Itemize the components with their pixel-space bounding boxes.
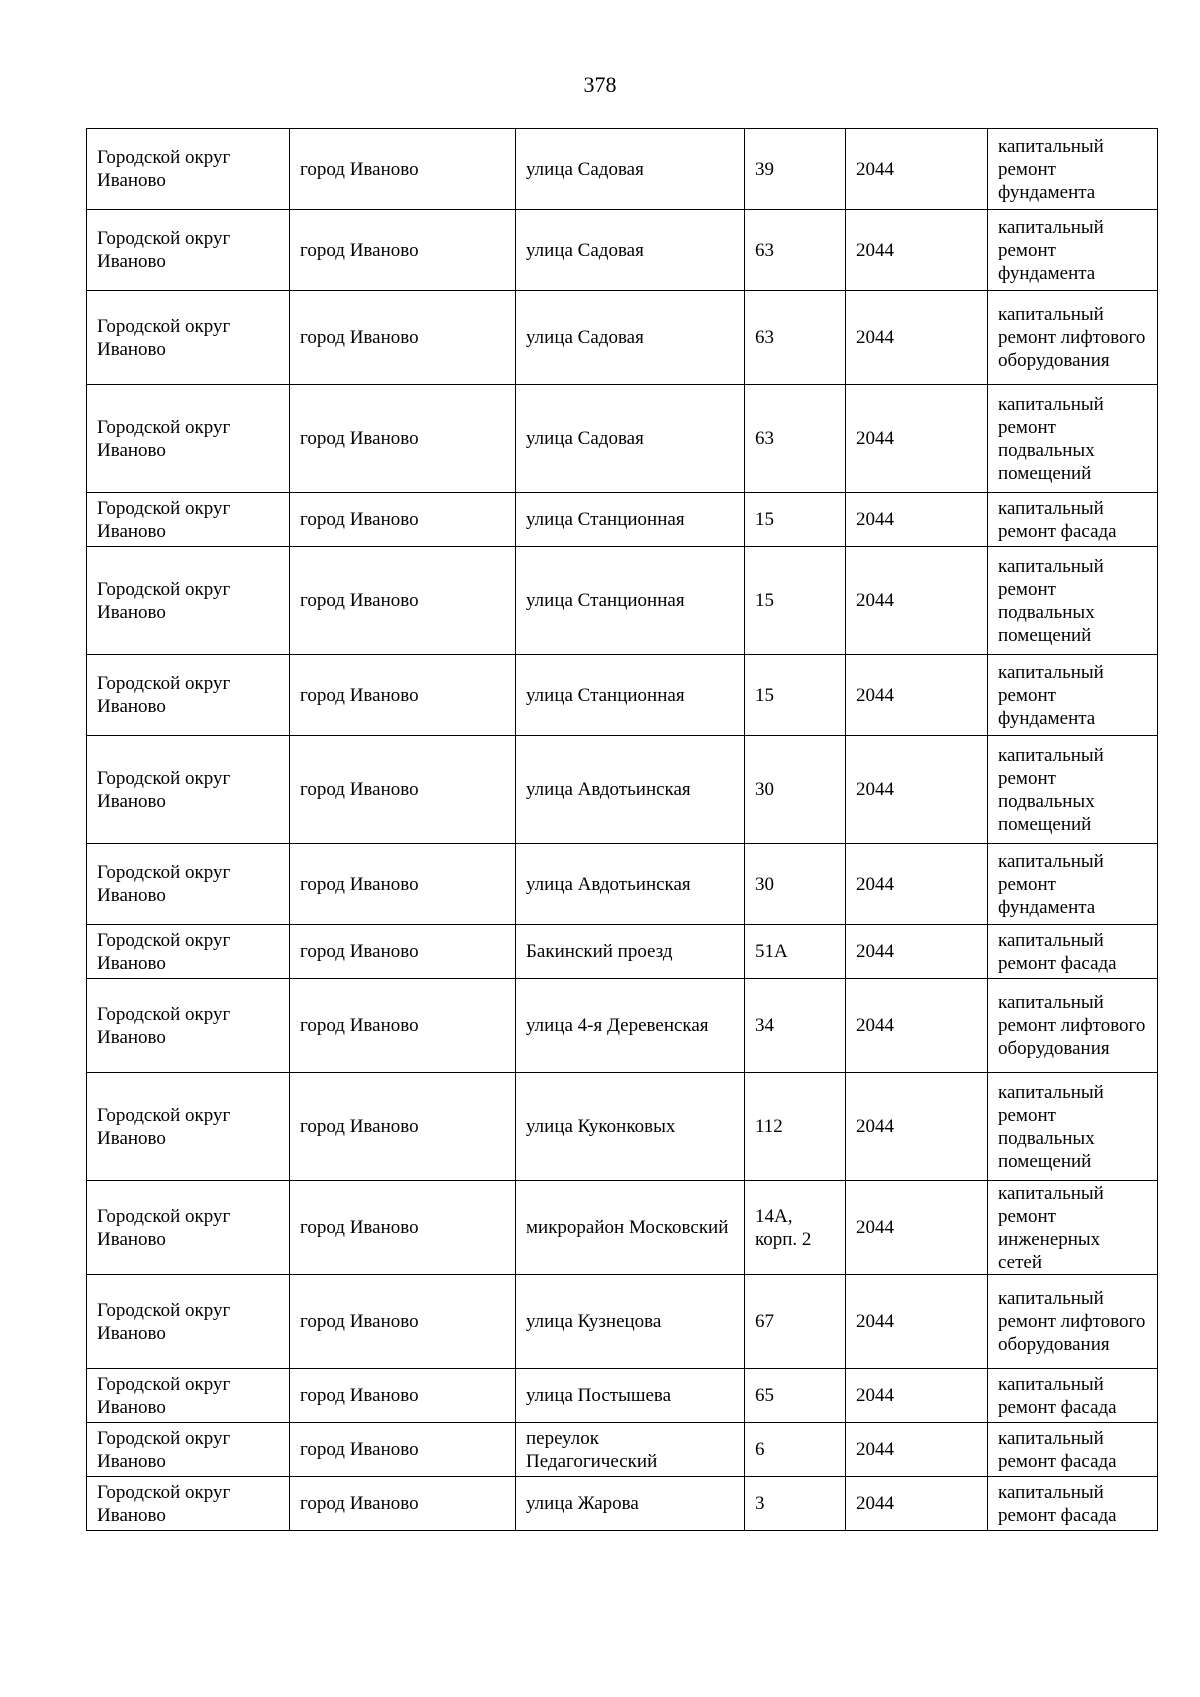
work-type-cell: капитальный ремонт фасада [988, 925, 1158, 979]
city-cell: город Иваново [290, 844, 516, 925]
street-cell: микрорайон Московский [516, 1181, 745, 1275]
city-cell: город Иваново [290, 1275, 516, 1369]
year-cell: 2044 [846, 655, 988, 736]
city-cell: город Иваново [290, 493, 516, 547]
table-row [87, 547, 1158, 655]
district-cell: Городской округ Иваново [87, 1477, 290, 1531]
house-number-cell: 6 [745, 1423, 846, 1477]
district-cell: Городской округ Иваново [87, 1275, 290, 1369]
street-cell: улица Садовая [516, 210, 745, 291]
house-number-cell: 39 [745, 129, 846, 210]
city-cell: город Иваново [290, 1477, 516, 1531]
district-cell: Городской округ Иваново [87, 385, 290, 493]
work-type-cell: капитальный ремонт фундамента [988, 844, 1158, 925]
year-cell: 2044 [846, 844, 988, 925]
year-cell: 2044 [846, 1275, 988, 1369]
street-cell: улица Жарова [516, 1477, 745, 1531]
house-number-cell: 63 [745, 385, 846, 493]
city-cell: город Иваново [290, 736, 516, 844]
table-row [87, 1423, 1158, 1477]
district-cell: Городской округ Иваново [87, 210, 290, 291]
year-cell: 2044 [846, 736, 988, 844]
street-cell: улица Постышева [516, 1369, 745, 1423]
table-row [87, 1369, 1158, 1423]
street-cell: улица Куконковых [516, 1073, 745, 1181]
work-type-cell: капитальный ремонт фундамента [988, 655, 1158, 736]
city-cell: город Иваново [290, 655, 516, 736]
year-cell: 2044 [846, 979, 988, 1073]
house-number-cell: 112 [745, 1073, 846, 1181]
house-number-cell: 15 [745, 655, 846, 736]
house-number-cell: 15 [745, 493, 846, 547]
year-cell: 2044 [846, 210, 988, 291]
work-type-cell: капитальный ремонт фундамента [988, 210, 1158, 291]
city-cell: город Иваново [290, 1073, 516, 1181]
year-cell: 2044 [846, 1369, 988, 1423]
house-number-cell: 3 [745, 1477, 846, 1531]
street-cell: улица Садовая [516, 385, 745, 493]
street-cell: улица Кузнецова [516, 1275, 745, 1369]
house-number-cell: 65 [745, 1369, 846, 1423]
city-cell: город Иваново [290, 291, 516, 385]
table-row [87, 291, 1158, 385]
table-row [87, 210, 1158, 291]
table-row [87, 1477, 1158, 1531]
work-type-cell: капитальный ремонт подвальных помещений [988, 385, 1158, 493]
year-cell: 2044 [846, 1073, 988, 1181]
year-cell: 2044 [846, 1477, 988, 1531]
city-cell: город Иваново [290, 1369, 516, 1423]
work-type-cell: капитальный ремонт фундамента [988, 129, 1158, 210]
table-row [87, 493, 1158, 547]
table-row [87, 1073, 1158, 1181]
district-cell: Городской округ Иваново [87, 129, 290, 210]
work-type-cell: капитальный ремонт фасада [988, 1477, 1158, 1531]
district-cell: Городской округ Иваново [87, 925, 290, 979]
street-cell: улица Садовая [516, 291, 745, 385]
street-cell: улица Станционная [516, 547, 745, 655]
table-row [87, 844, 1158, 925]
district-cell: Городской округ Иваново [87, 979, 290, 1073]
district-cell: Городской округ Иваново [87, 291, 290, 385]
city-cell: город Иваново [290, 210, 516, 291]
district-cell: Городской округ Иваново [87, 493, 290, 547]
year-cell: 2044 [846, 493, 988, 547]
district-cell: Городской округ Иваново [87, 1369, 290, 1423]
street-cell: Бакинский проезд [516, 925, 745, 979]
table-body [87, 129, 1158, 1531]
year-cell: 2044 [846, 291, 988, 385]
district-cell: Городской округ Иваново [87, 1073, 290, 1181]
house-number-cell: 30 [745, 844, 846, 925]
work-type-cell: капитальный ремонт лифтового оборудования [988, 1275, 1158, 1369]
table-row [87, 736, 1158, 844]
city-cell: город Иваново [290, 925, 516, 979]
street-cell: улица 4-я Деревенская [516, 979, 745, 1073]
table-row [87, 655, 1158, 736]
district-cell: Городской округ Иваново [87, 547, 290, 655]
city-cell: город Иваново [290, 1423, 516, 1477]
table-row [87, 979, 1158, 1073]
work-type-cell: капитальный ремонт инженерных сетей [988, 1181, 1158, 1275]
city-cell: город Иваново [290, 547, 516, 655]
year-cell: 2044 [846, 385, 988, 493]
house-number-cell: 30 [745, 736, 846, 844]
district-cell: Городской округ Иваново [87, 1423, 290, 1477]
street-cell: улица Садовая [516, 129, 745, 210]
table-row [87, 129, 1158, 210]
house-number-cell: 14А, корп. 2 [745, 1181, 846, 1275]
city-cell: город Иваново [290, 385, 516, 493]
house-number-cell: 34 [745, 979, 846, 1073]
work-type-cell: капитальный ремонт лифтового оборудования [988, 979, 1158, 1073]
work-type-cell: капитальный ремонт подвальных помещений [988, 547, 1158, 655]
year-cell: 2044 [846, 547, 988, 655]
work-type-cell: капитальный ремонт фасада [988, 1423, 1158, 1477]
street-cell: улица Авдотьинская [516, 736, 745, 844]
work-type-cell: капитальный ремонт подвальных помещений [988, 1073, 1158, 1181]
house-number-cell: 67 [745, 1275, 846, 1369]
house-number-cell: 63 [745, 210, 846, 291]
city-cell: город Иваново [290, 129, 516, 210]
street-cell: переулок Педагогический [516, 1423, 745, 1477]
district-cell: Городской округ Иваново [87, 1181, 290, 1275]
street-cell: улица Станционная [516, 493, 745, 547]
repair-schedule-table [86, 128, 1158, 1531]
table-row [87, 1181, 1158, 1275]
street-cell: улица Станционная [516, 655, 745, 736]
district-cell: Городской округ Иваново [87, 655, 290, 736]
table-row [87, 385, 1158, 493]
street-cell: улица Авдотьинская [516, 844, 745, 925]
work-type-cell: капитальный ремонт лифтового оборудования [988, 291, 1158, 385]
page-number: 378 [583, 72, 617, 97]
table-row [87, 1275, 1158, 1369]
work-type-cell: капитальный ремонт подвальных помещений [988, 736, 1158, 844]
year-cell: 2044 [846, 129, 988, 210]
district-cell: Городской округ Иваново [87, 736, 290, 844]
house-number-cell: 51А [745, 925, 846, 979]
year-cell: 2044 [846, 1423, 988, 1477]
house-number-cell: 63 [745, 291, 846, 385]
city-cell: город Иваново [290, 1181, 516, 1275]
table-row [87, 925, 1158, 979]
work-type-cell: капитальный ремонт фасада [988, 1369, 1158, 1423]
year-cell: 2044 [846, 1181, 988, 1275]
work-type-cell: капитальный ремонт фасада [988, 493, 1158, 547]
city-cell: город Иваново [290, 979, 516, 1073]
year-cell: 2044 [846, 925, 988, 979]
district-cell: Городской округ Иваново [87, 844, 290, 925]
house-number-cell: 15 [745, 547, 846, 655]
